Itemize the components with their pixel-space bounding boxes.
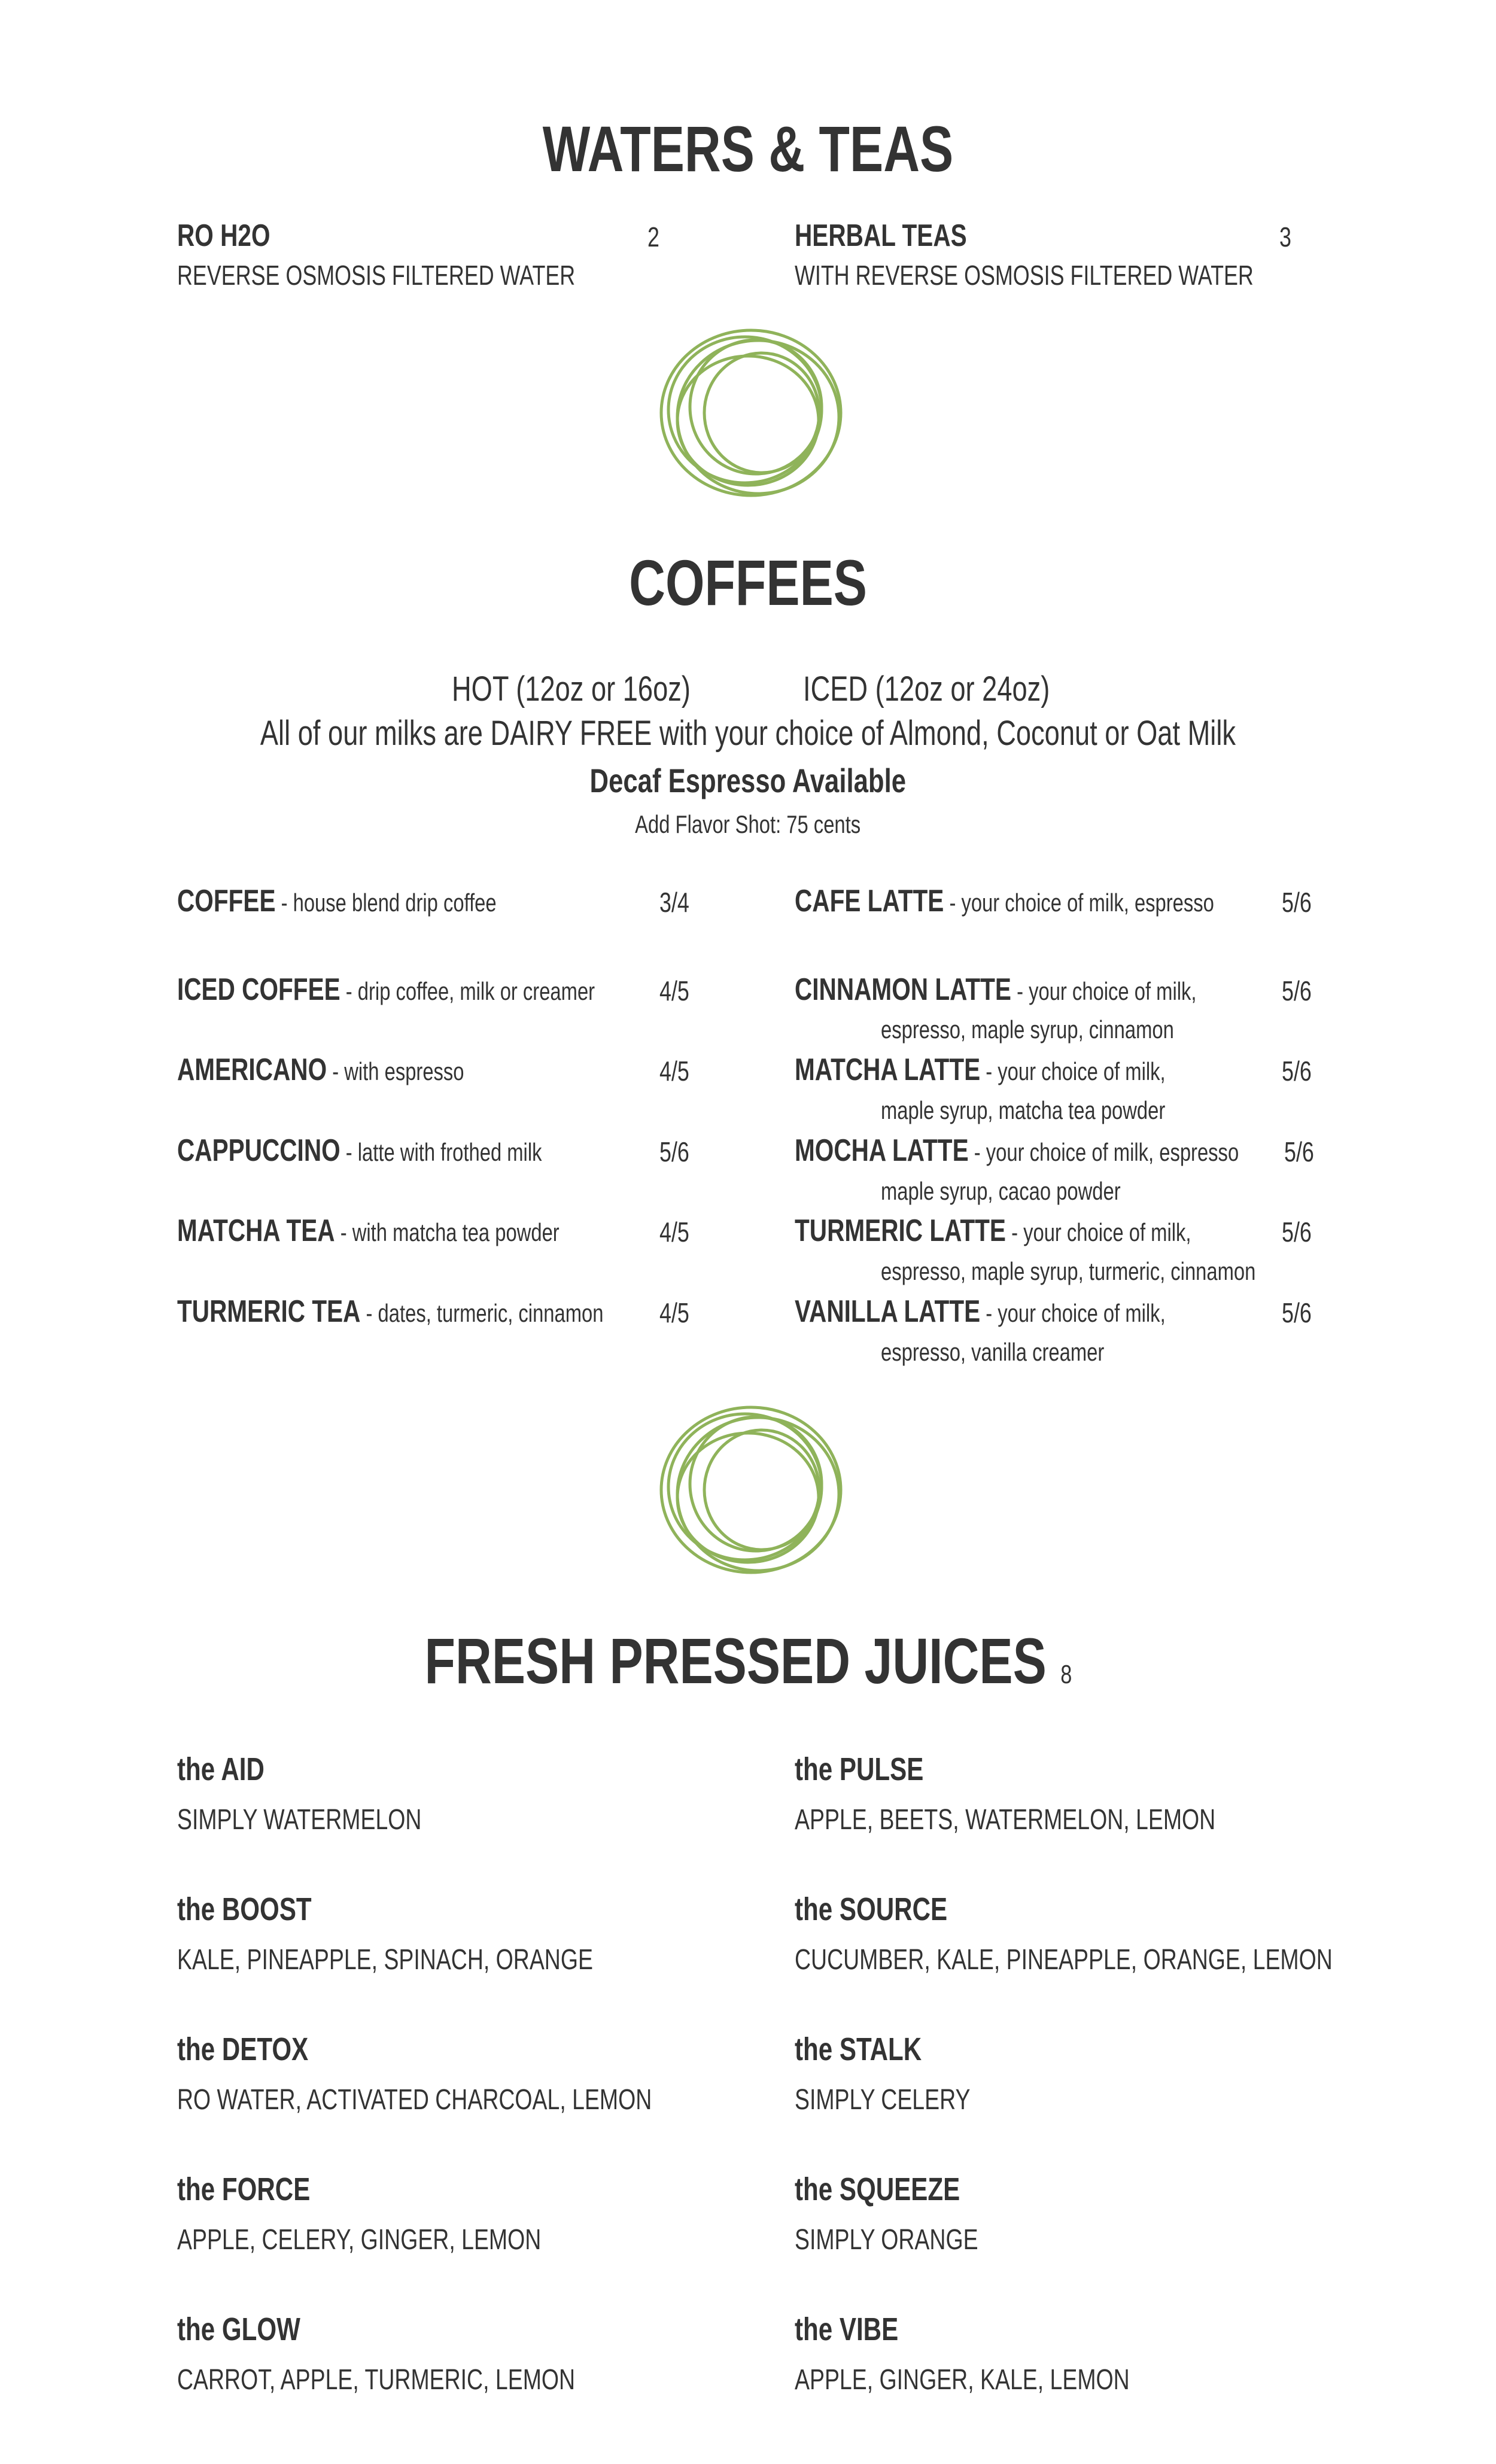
juice-name: the BOOST: [177, 1891, 312, 1927]
juice-name: the SQUEEZE: [795, 2171, 960, 2207]
juice-ingredients: CARROT, APPLE, TURMERIC, LEMON: [177, 2364, 576, 2396]
latte-item-desc-cont: maple syrup, matcha tea powder: [881, 1096, 1166, 1124]
menu-item-name: HERBAL TEAS: [795, 218, 967, 253]
latte-item-desc-cont: maple syrup, cacao powder: [881, 1177, 1121, 1205]
coffee-item-name: ICED COFFEE - drip coffee, milk or creamer: [177, 972, 595, 1007]
juice-ingredients: APPLE, GINGER, KALE, LEMON: [795, 2364, 1130, 2396]
latte-item-price: 5/6: [1282, 1297, 1312, 1328]
latte-item-price: 5/6: [1284, 1136, 1314, 1167]
juice-name: the DETOX: [177, 2031, 309, 2067]
flavor-note: Add Flavor Shot: 75 cents: [635, 810, 861, 838]
menu-item-desc: WITH REVERSE OSMOSIS FILTERED WATER: [795, 260, 1254, 291]
juices-price: 8: [1060, 1660, 1072, 1689]
menu-item-desc: REVERSE OSMOSIS FILTERED WATER: [177, 260, 576, 291]
circles-logo-icon: [655, 326, 847, 500]
juice-ingredients: KALE, PINEAPPLE, SPINACH, ORANGE: [177, 1944, 593, 1976]
juices-title: FRESH PRESSED JUICES 8: [424, 1625, 1072, 1697]
latte-item-name: TURMERIC LATTE - your choice of milk,: [795, 1213, 1191, 1248]
coffee-item-name: AMERICANO - with espresso: [177, 1052, 464, 1087]
menu-item-name: RO H2O: [177, 218, 270, 253]
coffee-item-price: 3/4: [659, 887, 689, 918]
coffee-item-price: 4/5: [659, 975, 689, 1006]
juice-name: the STALK: [795, 2031, 922, 2067]
juice-ingredients: APPLE, BEETS, WATERMELON, LEMON: [795, 1804, 1216, 1836]
coffee-item-price: 4/5: [659, 1055, 689, 1087]
juice-name: the PULSE: [795, 1751, 924, 1787]
latte-item-desc-cont: espresso, vanilla creamer: [881, 1338, 1105, 1366]
latte-item-desc-cont: espresso, maple syrup, turmeric, cinnamon: [881, 1257, 1256, 1285]
decaf-note: Decaf Espresso Available: [589, 762, 907, 799]
juice-ingredients: CUCUMBER, KALE, PINEAPPLE, ORANGE, LEMON: [795, 1944, 1333, 1976]
juice-name: the FORCE: [177, 2171, 311, 2207]
latte-item-name: CAFE LATTE - your choice of milk, espresso: [795, 884, 1214, 918]
latte-item-name: MOCHA LATTE - your choice of milk, espresso: [795, 1133, 1239, 1168]
menu-item-price: 3: [1279, 221, 1291, 253]
latte-item-desc-cont: espresso, maple syrup, cinnamon: [881, 1015, 1174, 1044]
latte-item-price: 5/6: [1282, 975, 1312, 1006]
menu-item-price: 2: [647, 221, 659, 253]
latte-item-price: 5/6: [1282, 1216, 1312, 1248]
latte-item-name: VANILLA LATTE - your choice of milk,: [795, 1294, 1166, 1329]
coffee-item-name: TURMERIC TEA - dates, turmeric, cinnamon: [177, 1294, 604, 1329]
iced-sizes: ICED (12oz or 24oz): [803, 670, 1050, 708]
coffee-item-name: CAPPUCCINO - latte with frothed milk: [177, 1133, 542, 1168]
coffee-item-name: MATCHA TEA - with matcha tea powder: [177, 1213, 560, 1248]
juice-name: the GLOW: [177, 2311, 300, 2347]
hot-sizes: HOT (12oz or 16oz): [452, 670, 691, 708]
juice-name: the AID: [177, 1751, 264, 1787]
juice-name: the SOURCE: [795, 1891, 948, 1927]
juice-ingredients: SIMPLY CELERY: [795, 2084, 971, 2116]
latte-item-name: CINNAMON LATTE - your choice of milk,: [795, 972, 1197, 1007]
juice-ingredients: RO WATER, ACTIVATED CHARCOAL, LEMON: [177, 2084, 652, 2116]
juice-ingredients: APPLE, CELERY, GINGER, LEMON: [177, 2224, 542, 2256]
juice-ingredients: SIMPLY WATERMELON: [177, 1804, 422, 1836]
latte-item-name: MATCHA LATTE - your choice of milk,: [795, 1052, 1166, 1087]
latte-item-price: 5/6: [1282, 1055, 1312, 1087]
coffee-item-price: 4/5: [659, 1297, 689, 1328]
waters-title: WATERS & TEAS: [542, 112, 954, 185]
coffee-item-price: 4/5: [659, 1216, 689, 1248]
juice-ingredients: SIMPLY ORANGE: [795, 2224, 978, 2256]
latte-item-price: 5/6: [1282, 887, 1312, 918]
coffees-title: COFFEES: [629, 546, 867, 619]
circles-logo-icon: [655, 1403, 847, 1577]
juice-name: the VIBE: [795, 2311, 899, 2347]
coffee-item-name: COFFEE - house blend drip coffee: [177, 884, 497, 918]
milk-note: All of our milks are DAIRY FREE with your choice of Almond, Coconut or Oat Milk: [260, 714, 1236, 753]
coffee-item-price: 5/6: [659, 1136, 689, 1167]
